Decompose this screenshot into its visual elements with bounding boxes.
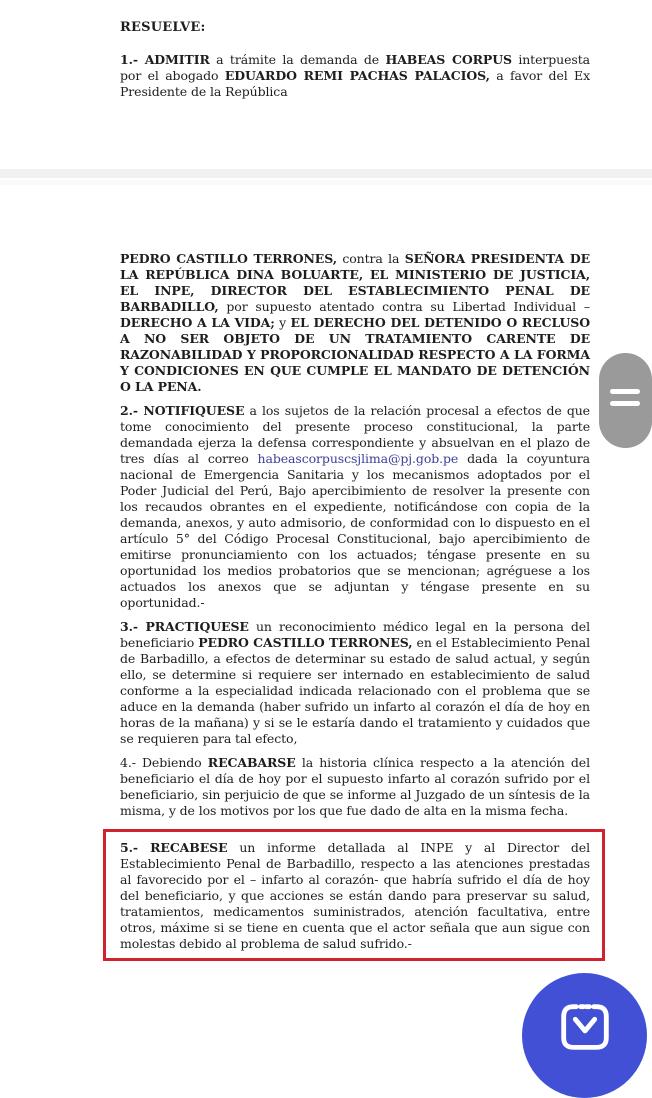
text-run: 5.- RECABESE [120,840,228,855]
text-run: la historia clínica respecto a la atención del beneficiario el día de hoy por el supuesto infarto al corazón sufrido por el beneficiario, sin perjuicio de que se informe al Juzgado de un síntesis de la misma, y de los motivos por los que fue dado de alta en la misma fecha. [120,755,590,818]
resolution-1-admitir [120,52,590,100]
resolution-2-notifiquese [120,403,590,611]
text-run: RECABARSE [207,755,296,770]
text-run: un informe detallada al INPE y al Director del Establecimiento Penal de Barbadillo, respecto a las atenciones prestadas al favorecido por el – infarto al corazón- que habría sufrido el día de hoy del beneficiario, y que acciones se están dando para preservar su salud, tratamientos, medicamentos suministrados, atención facultativa, entre otros, máxime si se tiene en cuenta que el actor señala que aun sigue con molestas debido al problema de salud sufrido.- [120,840,590,951]
text-run: DERECHO A LA VIDA; [120,315,275,330]
email-link[interactable]: habeascorpuscsjlima@pj.gob.pe [257,451,459,466]
text-run: PEDRO CASTILLO TERRONES, [198,635,413,650]
text-run: 2.- NOTIFIQUESE [120,403,245,418]
text-run: SEÑORA PRESIDENTA DE LA REPÚBLICA DINA BOLUARTE, EL MINISTERIO DE JUSTICIA, EL INPE, DIRECTOR DEL ESTABLECIMIENTO PENAL DE BARBADILLO, [120,251,590,314]
text-run: 3.- PRACTIQUESE [120,619,249,634]
resolution-3-practiquese [120,619,590,747]
resolution-5-recabese [120,840,590,952]
resolution-4-recabarse [120,755,590,819]
page-break-shadow-light [0,180,652,185]
fab-download-button[interactable] [522,973,647,1098]
text-run: a trámite la demanda de [209,52,386,67]
text-run: 1.- ADMITIR [120,52,210,67]
text-run: por supuesto atentado contra su Libertad Individual – [218,299,590,314]
document-page-2 [120,251,590,961]
text-run: HABEAS CORPUS [385,52,512,67]
text-run: en el Establecimiento Penal de Barbadillo, a efectos de determinar su estado de salud actual, y según ello, se determine si requiere ser internado en establecimiento de salud conforme a la especialidad indicada relacionado con el problema que se aduce en la demanda (haber sufrido un infarto al corazón el día de hoy en horas de la mañana) y si se le estaría dando el tratamiento y cuidados que se requieren para tal efecto, [120,635,590,746]
text-run: 4.- Debiendo [120,755,208,770]
text-run: interpuesta por el abogado [120,52,591,83]
text-run: PEDRO CASTILLO TERRONES, [120,251,337,266]
document-heading: RESUELVE: [120,20,206,35]
text-run: a favor del Ex Presidente de la República [120,68,591,99]
text-run: EL DERECHO DEL DETENIDO O RECLUSO A NO SER OBJETO DE UN TRATAMIENTO CARENTE DE RAZONABILIDAD Y PROPORCIONALIDAD RESPECTO A LA FORMA Y CONDICIONES EN QUE CUMPLE EL MANDATO DE DETENCIÓN O LA PENA. [120,315,590,394]
scroll-handle[interactable] [599,353,652,448]
document-page-1 [120,20,590,108]
text-run: a los sujetos de la relación procesal a efectos de que tome conocimiento del presente proceso constitucional, la parte demandada ejerza la defensa correspondiente y absuelvan en el plazo de tres días al correo [120,403,590,466]
text-run: EDUARDO REMI PACHAS PALACIOS, [224,68,490,83]
download-tray-icon [554,997,616,1059]
text-run: contra la [336,251,405,266]
text-run: dada la coyuntura nacional de Emergencia Sanitaria y los mecanismos adoptados por el Poder Judicial del Perú, Bajo apercibimiento de resolver la presente con los recaudos obrantes en el expediente, notificándose con copia de la demanda, anexos, y auto admisorio, de conformidad con lo dispuesto en el artículo 5° del Código Procesal Constitucional, bajo apercibimiento de emitirse pronunciamiento con los actuados; téngase presente en su oportunidad los medios probatorios que se mencionan; agréguese a los actuados los anexos que se adjuntan y téngase presente en su oportunidad.- [120,451,590,610]
text-run: un reconocimiento médico legal en la persona del beneficiario [120,619,590,650]
highlight-box [103,829,605,961]
page-break [0,169,652,185]
resolution-1-continuation [120,251,590,395]
page-break-shadow [0,169,652,178]
text-run: y [274,315,291,330]
